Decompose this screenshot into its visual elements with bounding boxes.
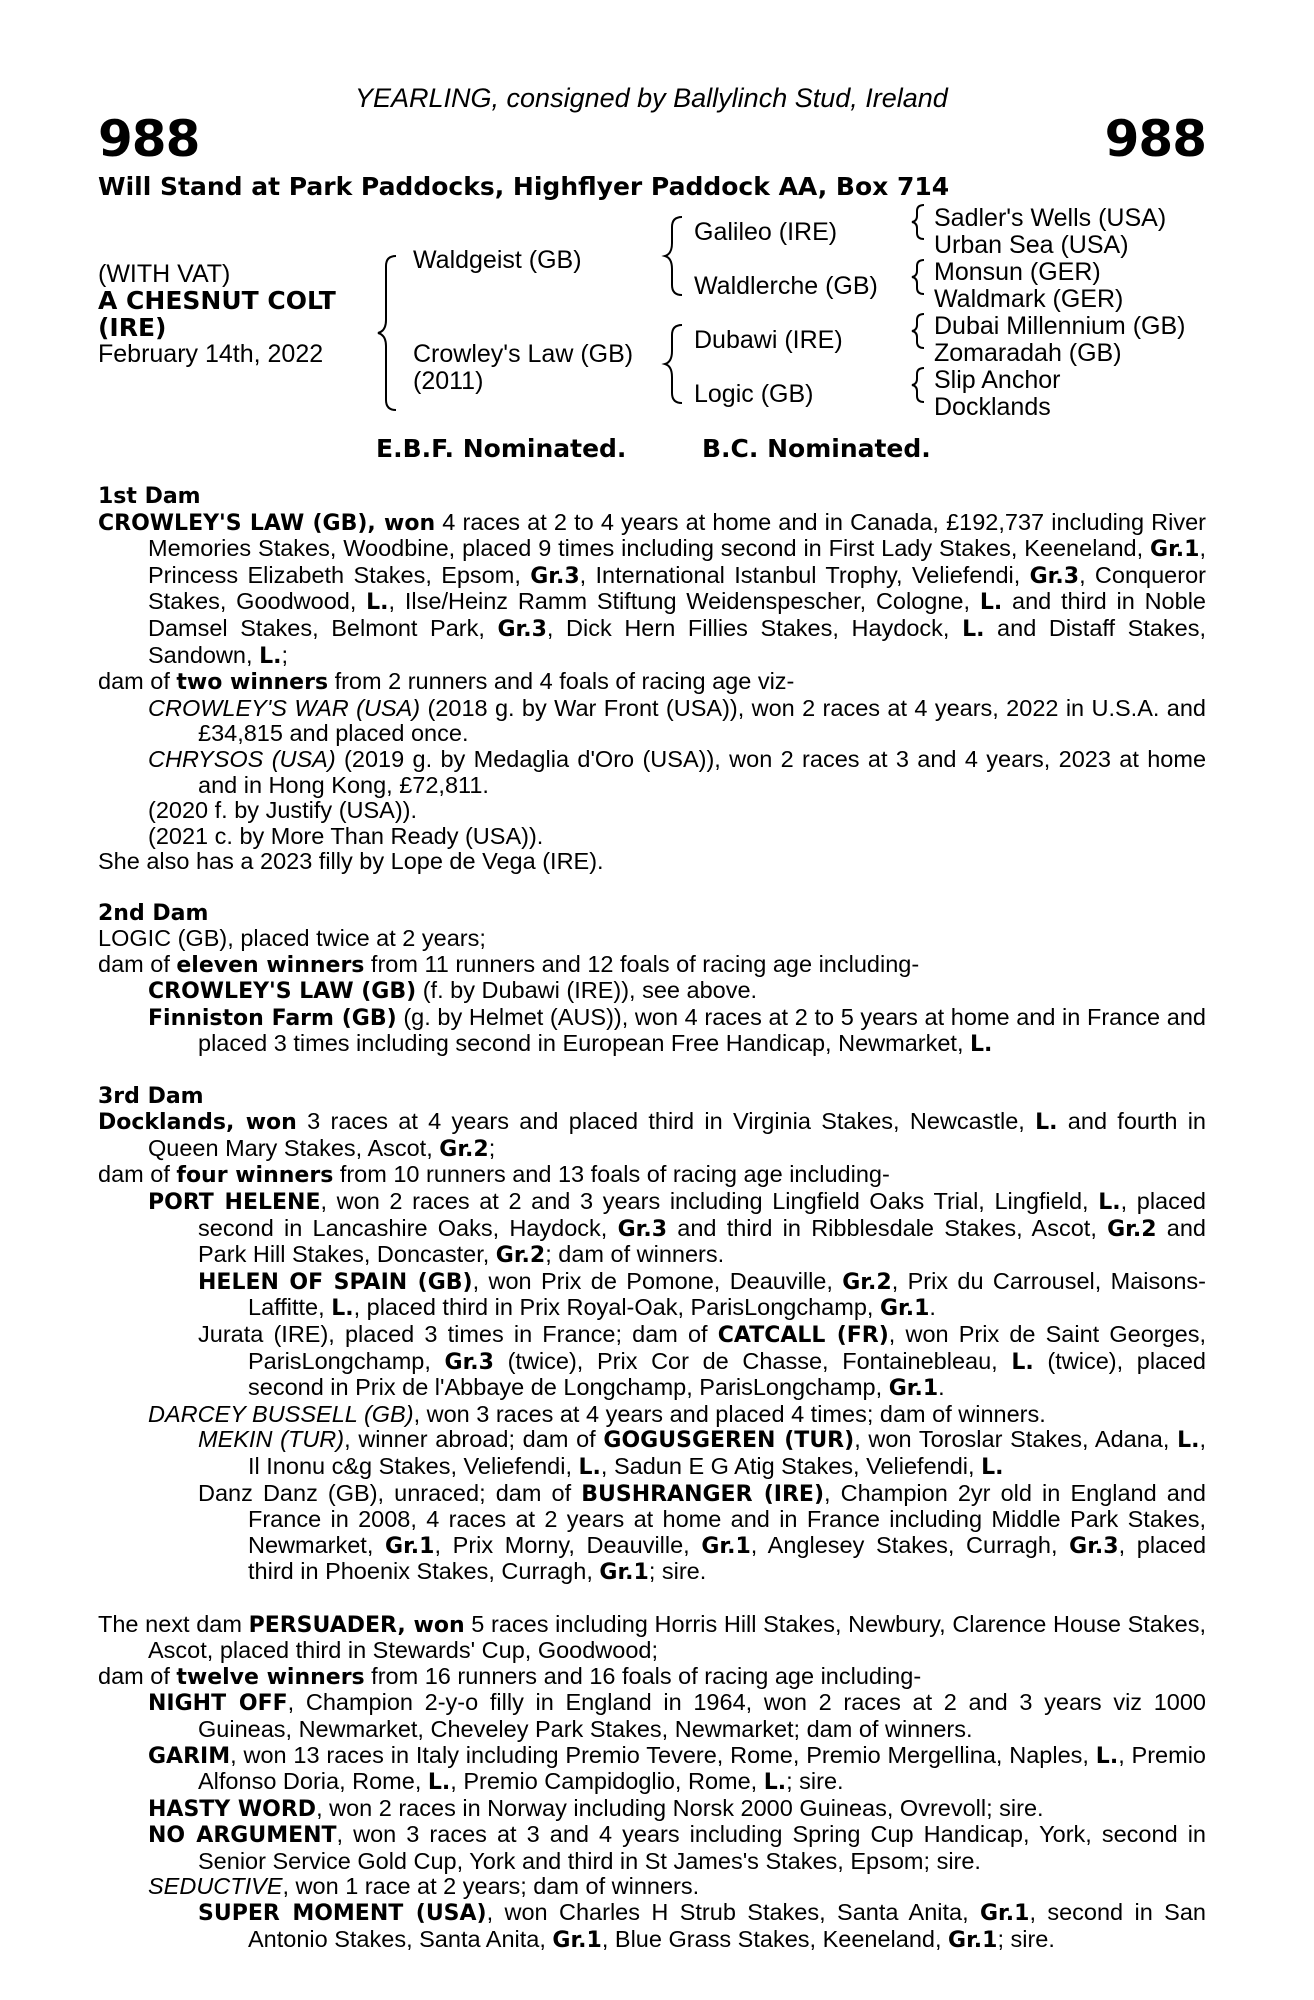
vat-note: (WITH VAT) bbox=[98, 260, 231, 288]
bracket-g78 bbox=[912, 368, 924, 402]
horse-name-country: (IRE) bbox=[98, 313, 167, 342]
first-dam-produce-summary: dam of two winners from 2 runners and 4 foals of racing age viz- bbox=[98, 668, 795, 696]
second-dam-offspring-1: CROWLEY'S LAW (GB) (f. by Dubawi (IRE)), see above. bbox=[148, 977, 758, 1005]
third-dam-produce-summary: dam of four winners from 10 runners and 13 foals of racing age including- bbox=[98, 1161, 890, 1189]
bracket-g34 bbox=[912, 260, 924, 294]
bracket-sire-dam bbox=[378, 256, 396, 410]
catalogue-text bbox=[98, 484, 1206, 1953]
second-dam-record: LOGIC (GB), placed twice at 2 years; bbox=[98, 925, 486, 952]
horse-name: A CHESNUT COLT bbox=[98, 286, 336, 315]
grandparent-4: Waldmark (GER) bbox=[934, 285, 1124, 313]
first-dam-record: CROWLEY'S LAW (GB), won 4 races at 2 to 4 years at home and in Canada, £192,737 including River Memories Stakes, Woodbine, placed 9 times including second in First Lady Stakes, Keeneland, Gr.1, Princess Elizabeth Stakes, Epsom, Gr.3, International Istanbul Trophy, Veliefendi, Gr.3, Conqueror Stakes, Goodwood, L., Ilse/Heinz Ramm Stiftung Weidenspescher, Cologne, L. and third in Noble Damsel Stakes, Belmont Park, Gr.3, Dick Hern Fillies Stakes, Haydock, L. and Distaff Stakes, Sandown, L.; bbox=[98, 508, 1207, 669]
dam-name: Crowley's Law (GB) bbox=[413, 340, 634, 368]
lot-number-right: 988 bbox=[1104, 110, 1206, 168]
third-dam-heading: 3rd Dam bbox=[98, 1083, 204, 1109]
second-dam-offspring-2: Finniston Farm (GB) (g. by Helmet (AUS)), won 4 races at 2 to 5 years at home and in France and placed 3 times including second in European Free Handicap, Newmarket, L. bbox=[148, 1003, 1206, 1058]
sire-dam: Waldlerche (GB) bbox=[694, 272, 878, 300]
bracket-dam-line bbox=[665, 325, 682, 403]
grandparent-3: Monsun (GER) bbox=[934, 258, 1101, 286]
helen-of-spain: HELEN OF SPAIN (GB), won Prix de Pomone, Deauville, Gr.2, Prix du Carrousel, Maisons-Laffitte, L., placed third in Prix Royal-Oak, ParisLongchamp, Gr.1. bbox=[198, 1267, 1206, 1322]
first-dam-offspring-2: CHRYSOS (USA) (2019 g. by Medaglia d'Oro (USA)), won 2 races at 3 and 4 years, 2023 at home and in Hong Kong, £72,811. bbox=[148, 745, 1207, 798]
third-dam-offspring-port-helene: PORT HELENE, won 2 races at 2 and 3 years including Lingfield Oaks Trial, Lingfield, L., placed second in Lancashire Oaks, Haydock, Gr.3 and third in Ribblesdale Stakes, Ascot, Gr.2 and Park Hill Stakes, Doncaster, Gr.2; dam of winners. bbox=[148, 1188, 1206, 1269]
first-dam-section bbox=[98, 484, 1206, 875]
third-dam-record: Docklands, won 3 races at 4 years and placed third in Virginia Stakes, Newcastle, L. and fourth in Queen Mary Stakes, Ascot, Gr.2; bbox=[98, 1108, 1206, 1162]
bracket-g12 bbox=[912, 205, 924, 239]
seductive: SEDUCTIVE, won 1 race at 2 years; dam of winners. bbox=[148, 1873, 700, 1900]
dam-dam: Logic (GB) bbox=[694, 380, 814, 408]
grandparent-7: Slip Anchor bbox=[934, 366, 1061, 394]
consignment-line: YEARLING, consigned by Ballylinch Stud, Ireland bbox=[355, 83, 948, 113]
second-dam-section bbox=[98, 901, 1206, 1059]
dam-sire: Dubawi (IRE) bbox=[694, 326, 843, 354]
night-off: NIGHT OFF, Champion 2-y-o filly in England in 1964, won 2 races at 2 and 3 years viz 1000 Guineas, Newmarket, Cheveley Park Stakes, Newmarket; dam of winners. bbox=[148, 1689, 1207, 1742]
no-argument: NO ARGUMENT, won 3 races at 3 and 4 years including Spring Cup Handicap, York, second in Senior Service Gold Cup, York and third in St James's Stakes, Epsom; sire. bbox=[148, 1821, 1206, 1874]
first-dam-offspring-1: CROWLEY'S WAR (USA) (2018 g. by War Front (USA)), won 2 races at 4 years, 2022 in U.S.A. and £34,815 and placed once. bbox=[148, 694, 1206, 747]
sire-sire: Galileo (IRE) bbox=[694, 218, 838, 246]
first-dam-offspring-4: (2021 c. by More Than Ready (USA)). bbox=[148, 822, 544, 849]
first-dam-heading: 1st Dam bbox=[98, 484, 201, 509]
first-dam-also: She also has a 2023 filly by Lope de Vega (IRE). bbox=[98, 848, 604, 875]
ebf-nomination: E.B.F. Nominated. bbox=[376, 434, 627, 463]
third-dam-section bbox=[98, 1084, 1206, 1586]
next-dam-record: The next dam PERSUADER, won 5 races including Horris Hill Stakes, Newbury, Clarence House Stakes, Ascot, placed third in Stewards' Cup, Goodwood; bbox=[98, 1610, 1206, 1664]
grandparent-5: Dubai Millennium (GB) bbox=[934, 312, 1186, 340]
jurata: Jurata (IRE), placed 3 times in France; dam of CATCALL (FR), won Prix de Saint Georges, ParisLongchamp, Gr.3 (twice), Prix Cor de Chasse, Fontainebleau, L. (twice), placed second in Prix de l'Abbaye de Longchamp, ParisLongchamp, Gr.1. bbox=[198, 1321, 1207, 1402]
foaling-date: February 14th, 2022 bbox=[98, 340, 324, 368]
grandparent-1: Sadler's Wells (USA) bbox=[934, 204, 1167, 232]
grandparent-6: Zomaradah (GB) bbox=[934, 339, 1122, 367]
bracket-sire-line bbox=[665, 217, 682, 295]
first-dam-offspring-3: (2020 f. by Justify (USA)). bbox=[148, 797, 418, 824]
danz-danz: Danz Danz (GB), unraced; dam of BUSHRANGER (IRE), Champion 2yr old in England and France in 2008, 4 races at 2 years at home and in France including Middle Park Stakes, Newmarket, Gr.1, Prix Morny, Deauville, Gr.1, Anglesey Stakes, Curragh, Gr.3, placed third in Phoenix Stakes, Curragh, Gr.1; sire. bbox=[198, 1479, 1207, 1586]
bc-nomination: B.C. Nominated. bbox=[702, 434, 931, 463]
second-dam-produce-summary: dam of eleven winners from 11 runners and 12 foals of racing age including- bbox=[98, 950, 920, 978]
bracket-g56 bbox=[912, 314, 924, 348]
darcey-bussell: DARCEY BUSSELL (GB), won 3 races at 4 years and placed 4 times; dam of winners. bbox=[148, 1400, 1046, 1427]
lot-number-left: 988 bbox=[98, 110, 200, 168]
hasty-word: HASTY WORD, won 2 races in Norway including Norsk 2000 Guineas, Ovrevoll; sire. bbox=[148, 1794, 1044, 1822]
sire-name: Waldgeist (GB) bbox=[413, 246, 582, 274]
dam-year: (2011) bbox=[413, 367, 484, 395]
grandparent-8: Docklands bbox=[934, 393, 1051, 421]
next-dam-section bbox=[98, 1612, 1206, 1954]
super-moment: SUPER MOMENT (USA), won Charles H Strub Stakes, Santa Anita, Gr.1, second in San Antonio Stakes, Santa Anita, Gr.1, Blue Grass Stakes, Keeneland, Gr.1; sire. bbox=[198, 1899, 1206, 1953]
next-dam-produce-summary: dam of twelve winners from 16 runners and 16 foals of racing age including- bbox=[98, 1662, 922, 1690]
second-dam-heading: 2nd Dam bbox=[98, 900, 209, 926]
grandparent-2: Urban Sea (USA) bbox=[934, 231, 1129, 259]
stand-location: Will Stand at Park Paddocks, Highflyer Paddock AA, Box 714 bbox=[98, 172, 950, 201]
mekin: MEKIN (TUR), winner abroad; dam of GOGUSGEREN (TUR), won Toroslar Stakes, Adana, L., Il Inonu c&g Stakes, Veliefendi, L., Sadun E G Atig Stakes, Veliefendi, L. bbox=[198, 1426, 1207, 1480]
garim: GARIM, won 13 races in Italy including Premio Tevere, Rome, Premio Mergellina, Naples, L., Premio Alfonso Doria, Rome, L., Premio Campidoglio, Rome, L.; sire. bbox=[148, 1741, 1206, 1796]
